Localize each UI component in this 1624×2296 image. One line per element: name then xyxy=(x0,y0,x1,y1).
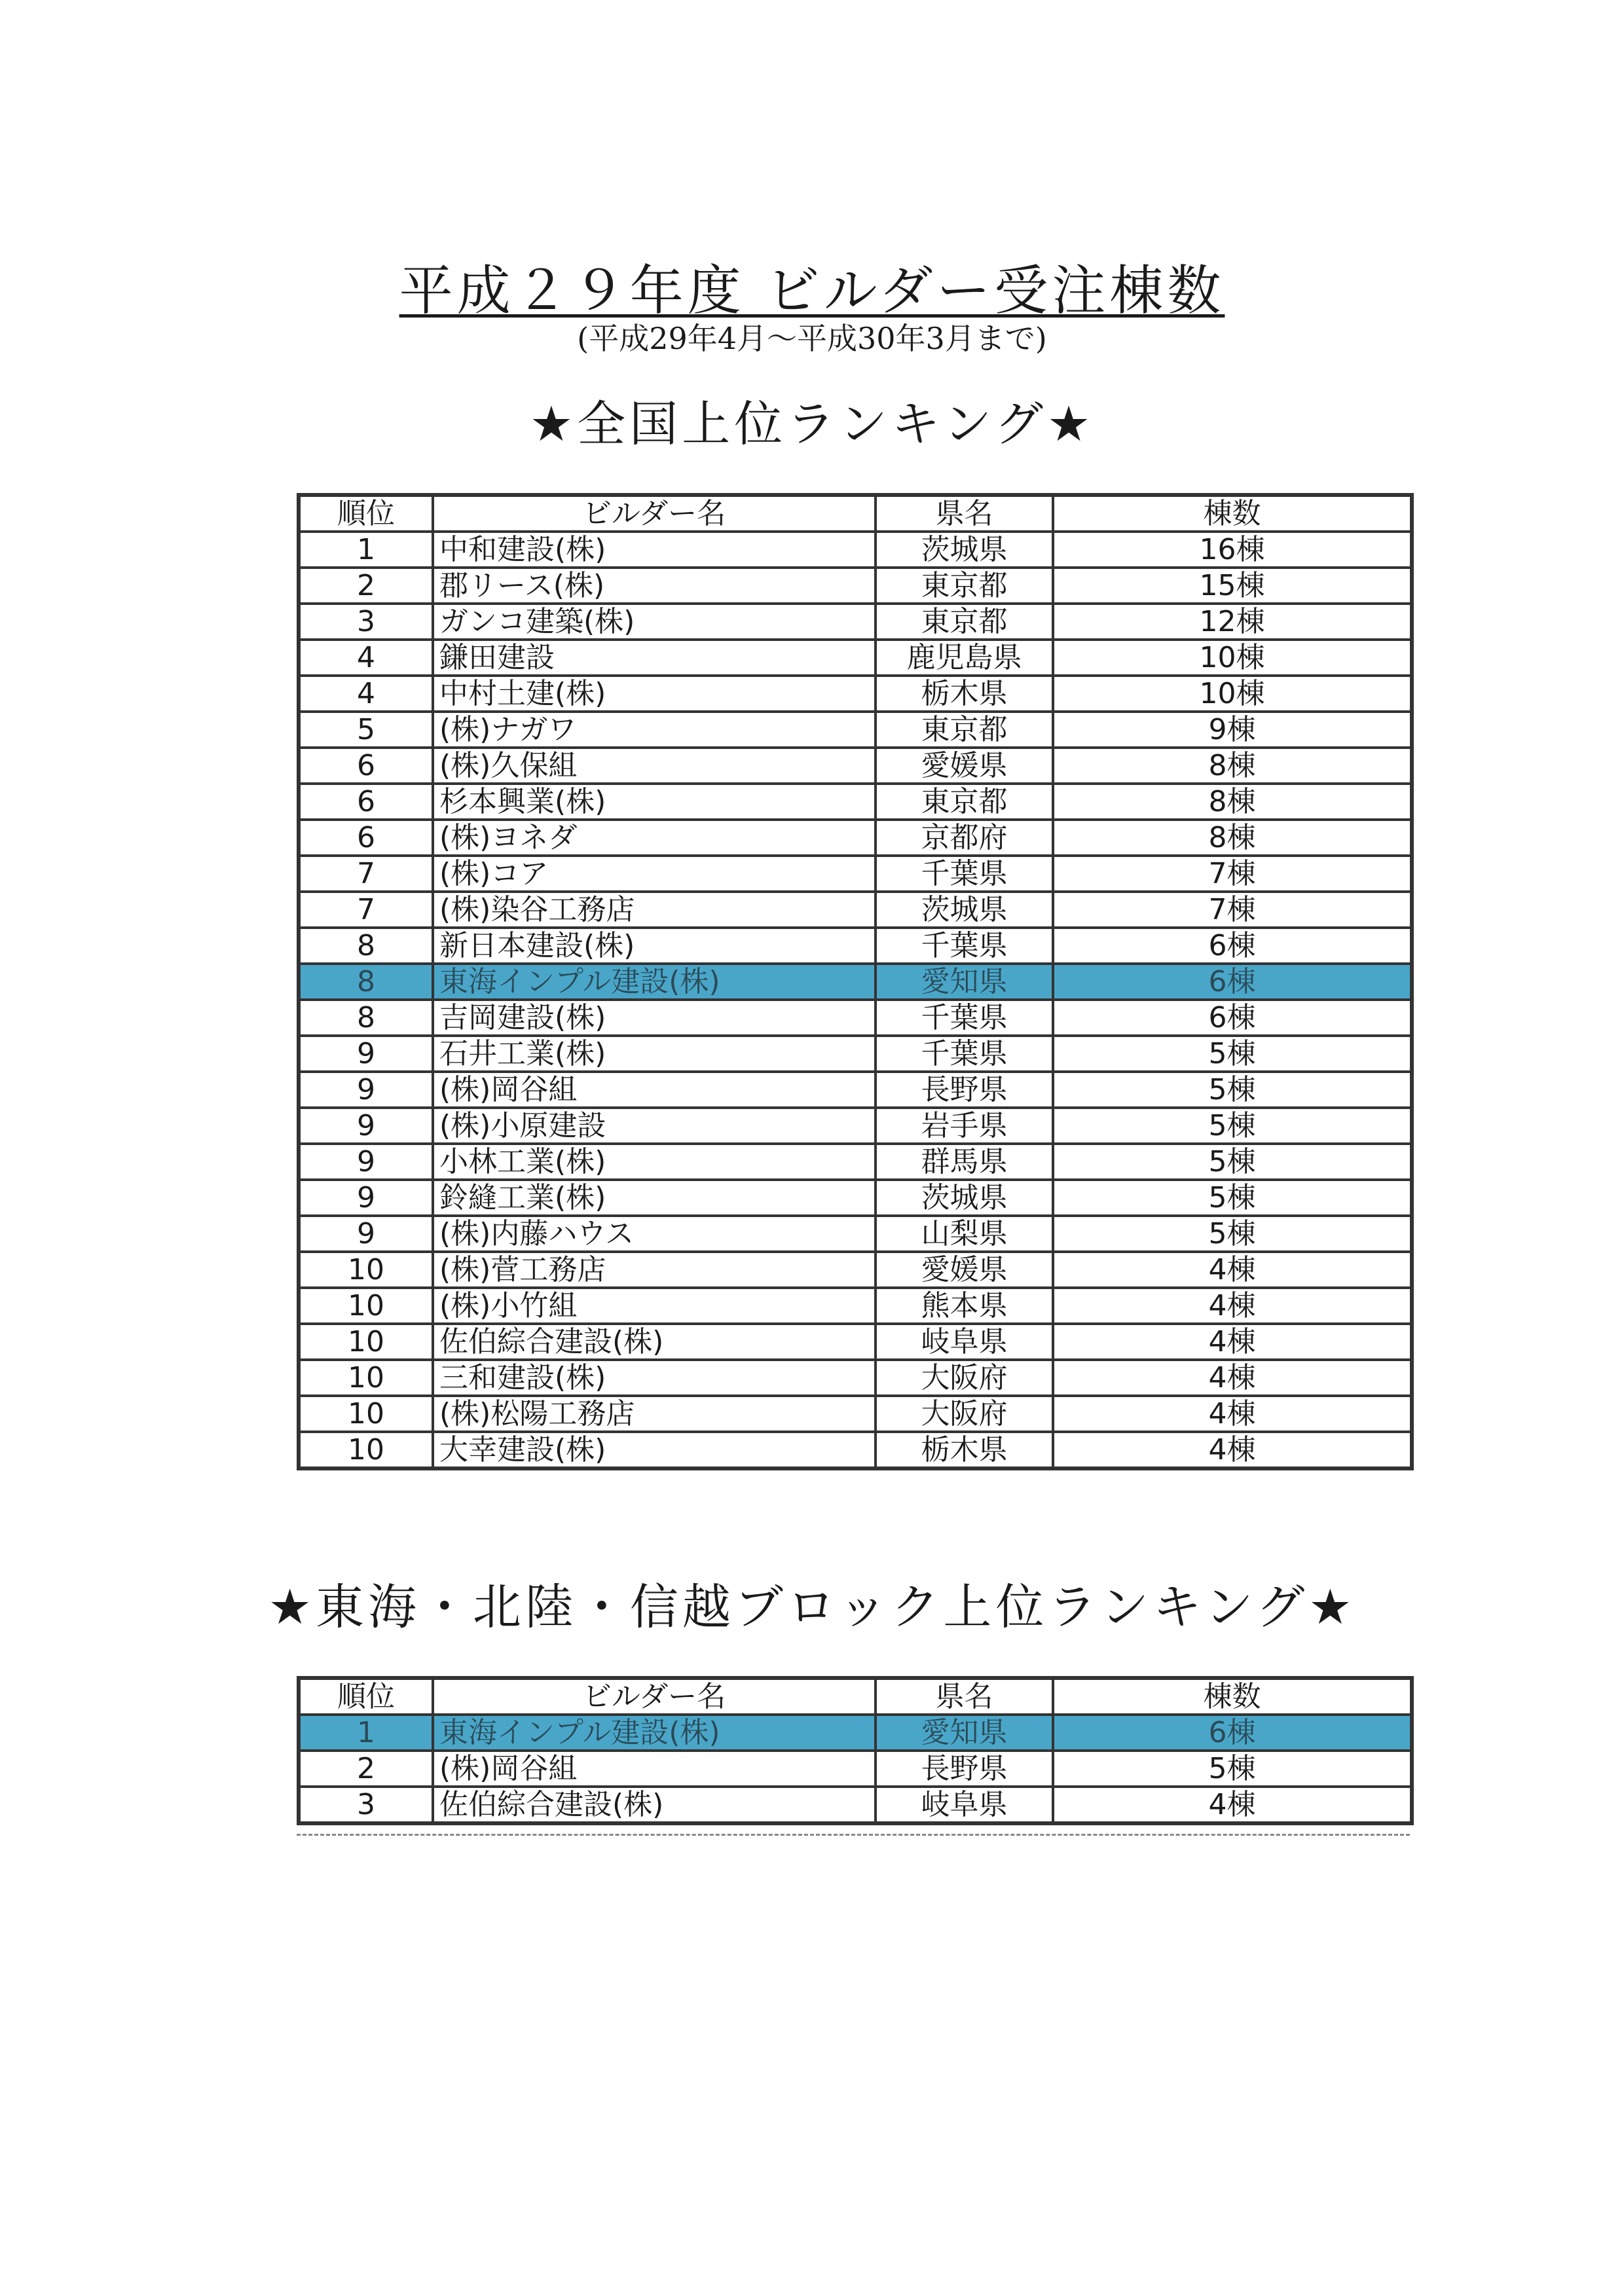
prefecture-cell: 千葉県 xyxy=(876,1000,1053,1036)
table-row xyxy=(299,964,1412,1000)
count-cell: 5棟 xyxy=(1053,1751,1412,1787)
builder-name-cell: 鈴縫工業(株) xyxy=(433,1180,876,1216)
rank-cell: 6 xyxy=(299,784,433,820)
count-cell: 6棟 xyxy=(1053,964,1412,1000)
table-row xyxy=(299,748,1412,784)
block-ranking-heading: ★東海・北陸・信越ブロック上位ランキング★ xyxy=(268,1579,1356,1635)
page-title: 平成２９年度 ビルダー受注棟数 xyxy=(399,260,1225,322)
prefecture-cell: 茨城県 xyxy=(876,1180,1053,1216)
prefecture-cell: 千葉県 xyxy=(876,856,1053,892)
table-row xyxy=(299,1432,1412,1468)
table-row xyxy=(299,1180,1412,1216)
builder-name-cell: 石井工業(株) xyxy=(433,1036,876,1072)
builder-name-cell: 鎌田建設 xyxy=(433,640,876,676)
count-cell: 4棟 xyxy=(1053,1360,1412,1396)
prefecture-cell: 千葉県 xyxy=(876,1036,1053,1072)
prefecture-cell: 愛知県 xyxy=(876,1715,1053,1751)
rank-cell: 10 xyxy=(299,1432,433,1468)
builder-name-cell: 佐伯綜合建設(株) xyxy=(433,1787,876,1823)
prefecture-cell: 栃木県 xyxy=(876,1432,1053,1468)
national-ranking-table xyxy=(297,493,1414,1470)
count-cell: 5棟 xyxy=(1053,1216,1412,1252)
rank-cell: 10 xyxy=(299,1252,433,1288)
column-header-count: 棟数 xyxy=(1053,1678,1412,1715)
prefecture-cell: 長野県 xyxy=(876,1751,1053,1787)
count-cell: 4棟 xyxy=(1053,1288,1412,1324)
column-header-prefecture: 県名 xyxy=(876,495,1053,532)
rank-cell: 4 xyxy=(299,676,433,712)
block-ranking-table xyxy=(297,1676,1414,1825)
table-header-row xyxy=(299,1678,1412,1715)
prefecture-cell: 岐阜県 xyxy=(876,1787,1053,1823)
rank-cell: 6 xyxy=(299,820,433,856)
count-cell: 8棟 xyxy=(1053,820,1412,856)
builder-name-cell: 大幸建設(株) xyxy=(433,1432,876,1468)
table-row xyxy=(299,1216,1412,1252)
builder-name-cell: (株)ナガワ xyxy=(433,712,876,748)
table-row xyxy=(299,640,1412,676)
count-cell: 5棟 xyxy=(1053,1036,1412,1072)
table-header-row xyxy=(299,495,1412,532)
count-cell: 9棟 xyxy=(1053,712,1412,748)
table-row xyxy=(299,1252,1412,1288)
prefecture-cell: 千葉県 xyxy=(876,928,1053,964)
table-row xyxy=(299,856,1412,892)
builder-name-cell: 吉岡建設(株) xyxy=(433,1000,876,1036)
prefecture-cell: 茨城県 xyxy=(876,532,1053,568)
builder-name-cell: (株)菅工務店 xyxy=(433,1252,876,1288)
block-ranking-rows xyxy=(299,1715,1412,1823)
rank-cell: 1 xyxy=(299,532,433,568)
rank-cell: 8 xyxy=(299,964,433,1000)
builder-name-cell: (株)岡谷組 xyxy=(433,1072,876,1108)
count-cell: 10棟 xyxy=(1053,676,1412,712)
count-cell: 16棟 xyxy=(1053,532,1412,568)
table-row xyxy=(299,676,1412,712)
table-row xyxy=(299,1036,1412,1072)
table-row xyxy=(299,820,1412,856)
period-subtitle: (平成29年4月～平成30年3月まで) xyxy=(577,321,1047,356)
rank-cell: 8 xyxy=(299,928,433,964)
prefecture-cell: 鹿児島県 xyxy=(876,640,1053,676)
table-row xyxy=(299,892,1412,928)
count-cell: 5棟 xyxy=(1053,1180,1412,1216)
rank-cell: 9 xyxy=(299,1072,433,1108)
national-ranking-rows xyxy=(299,532,1412,1468)
builder-name-cell: (株)久保組 xyxy=(433,748,876,784)
rank-cell: 9 xyxy=(299,1216,433,1252)
table-row xyxy=(299,1715,1412,1751)
builder-name-cell: (株)岡谷組 xyxy=(433,1751,876,1787)
table-row xyxy=(299,1396,1412,1432)
prefecture-cell: 東京都 xyxy=(876,568,1053,604)
rank-cell: 1 xyxy=(299,1715,433,1751)
prefecture-cell: 愛知県 xyxy=(876,964,1053,1000)
builder-name-cell: (株)小原建設 xyxy=(433,1108,876,1144)
national-ranking-heading: ★全国上位ランキング★ xyxy=(529,396,1095,452)
builder-name-cell: 東海インプル建設(株) xyxy=(433,964,876,1000)
builder-name-cell: 中和建設(株) xyxy=(433,532,876,568)
table-row xyxy=(299,1000,1412,1036)
rank-cell: 9 xyxy=(299,1180,433,1216)
rank-cell: 3 xyxy=(299,1787,433,1823)
count-cell: 5棟 xyxy=(1053,1108,1412,1144)
prefecture-cell: 東京都 xyxy=(876,604,1053,640)
prefecture-cell: 茨城県 xyxy=(876,892,1053,928)
count-cell: 6棟 xyxy=(1053,928,1412,964)
prefecture-cell: 東京都 xyxy=(876,712,1053,748)
count-cell: 6棟 xyxy=(1053,1715,1412,1751)
column-header-rank: 順位 xyxy=(299,1678,433,1715)
rank-cell: 2 xyxy=(299,1751,433,1787)
prefecture-cell: 東京都 xyxy=(876,784,1053,820)
builder-name-cell: 中村土建(株) xyxy=(433,676,876,712)
column-header-builder: ビルダー名 xyxy=(433,1678,876,1715)
builder-name-cell: ガンコ建築(株) xyxy=(433,604,876,640)
prefecture-cell: 愛媛県 xyxy=(876,748,1053,784)
bottom-divider xyxy=(297,1834,1410,1836)
count-cell: 15棟 xyxy=(1053,568,1412,604)
rank-cell: 9 xyxy=(299,1036,433,1072)
table-row xyxy=(299,568,1412,604)
builder-name-cell: (株)コア xyxy=(433,856,876,892)
table-row xyxy=(299,604,1412,640)
column-header-count: 棟数 xyxy=(1053,495,1412,532)
builder-name-cell: 新日本建設(株) xyxy=(433,928,876,964)
rank-cell: 10 xyxy=(299,1360,433,1396)
table-row xyxy=(299,1072,1412,1108)
rank-cell: 4 xyxy=(299,640,433,676)
count-cell: 8棟 xyxy=(1053,748,1412,784)
table-row xyxy=(299,1108,1412,1144)
table-row xyxy=(299,784,1412,820)
column-header-prefecture: 県名 xyxy=(876,1678,1053,1715)
rank-cell: 9 xyxy=(299,1144,433,1180)
builder-name-cell: 小林工業(株) xyxy=(433,1144,876,1180)
builder-name-cell: 三和建設(株) xyxy=(433,1360,876,1396)
column-header-builder: ビルダー名 xyxy=(433,495,876,532)
rank-cell: 9 xyxy=(299,1108,433,1144)
rank-cell: 6 xyxy=(299,748,433,784)
count-cell: 5棟 xyxy=(1053,1072,1412,1108)
prefecture-cell: 群馬県 xyxy=(876,1144,1053,1180)
builder-name-cell: 郡リース(株) xyxy=(433,568,876,604)
rank-cell: 7 xyxy=(299,892,433,928)
rank-cell: 10 xyxy=(299,1396,433,1432)
prefecture-cell: 栃木県 xyxy=(876,676,1053,712)
count-cell: 4棟 xyxy=(1053,1396,1412,1432)
count-cell: 10棟 xyxy=(1053,640,1412,676)
table-row xyxy=(299,532,1412,568)
rank-cell: 10 xyxy=(299,1288,433,1324)
count-cell: 4棟 xyxy=(1053,1787,1412,1823)
prefecture-cell: 大阪府 xyxy=(876,1360,1053,1396)
count-cell: 4棟 xyxy=(1053,1324,1412,1360)
table-row xyxy=(299,1360,1412,1396)
prefecture-cell: 長野県 xyxy=(876,1072,1053,1108)
table-row xyxy=(299,1787,1412,1823)
table-row xyxy=(299,1324,1412,1360)
count-cell: 12棟 xyxy=(1053,604,1412,640)
prefecture-cell: 岩手県 xyxy=(876,1108,1053,1144)
rank-cell: 8 xyxy=(299,1000,433,1036)
prefecture-cell: 熊本県 xyxy=(876,1288,1053,1324)
builder-name-cell: 佐伯綜合建設(株) xyxy=(433,1324,876,1360)
count-cell: 4棟 xyxy=(1053,1252,1412,1288)
builder-name-cell: (株)松陽工務店 xyxy=(433,1396,876,1432)
prefecture-cell: 山梨県 xyxy=(876,1216,1053,1252)
table-row xyxy=(299,1288,1412,1324)
prefecture-cell: 岐阜県 xyxy=(876,1324,1053,1360)
builder-name-cell: (株)ヨネダ xyxy=(433,820,876,856)
builder-name-cell: (株)染谷工務店 xyxy=(433,892,876,928)
prefecture-cell: 大阪府 xyxy=(876,1396,1053,1432)
column-header-rank: 順位 xyxy=(299,495,433,532)
prefecture-cell: 愛媛県 xyxy=(876,1252,1053,1288)
rank-cell: 2 xyxy=(299,568,433,604)
table-row xyxy=(299,928,1412,964)
count-cell: 8棟 xyxy=(1053,784,1412,820)
rank-cell: 3 xyxy=(299,604,433,640)
table-row xyxy=(299,1751,1412,1787)
table-row xyxy=(299,712,1412,748)
builder-name-cell: (株)小竹組 xyxy=(433,1288,876,1324)
prefecture-cell: 京都府 xyxy=(876,820,1053,856)
count-cell: 6棟 xyxy=(1053,1000,1412,1036)
count-cell: 5棟 xyxy=(1053,1144,1412,1180)
count-cell: 7棟 xyxy=(1053,856,1412,892)
table-row xyxy=(299,1144,1412,1180)
count-cell: 4棟 xyxy=(1053,1432,1412,1468)
rank-cell: 10 xyxy=(299,1324,433,1360)
builder-name-cell: 杉本興業(株) xyxy=(433,784,876,820)
rank-cell: 7 xyxy=(299,856,433,892)
count-cell: 7棟 xyxy=(1053,892,1412,928)
builder-name-cell: (株)内藤ハウス xyxy=(433,1216,876,1252)
builder-name-cell: 東海インプル建設(株) xyxy=(433,1715,876,1751)
rank-cell: 5 xyxy=(299,712,433,748)
